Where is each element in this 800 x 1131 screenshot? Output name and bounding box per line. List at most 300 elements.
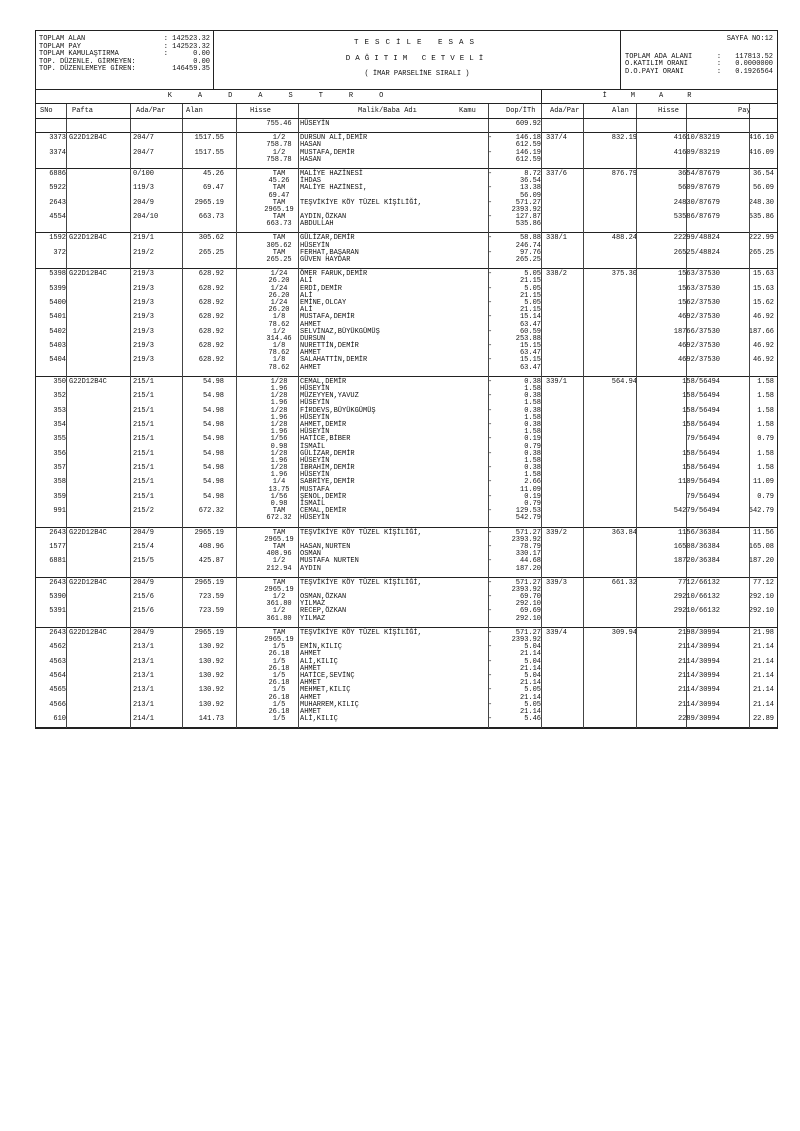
table-row <box>36 608 777 615</box>
cell-malik: AHMET <box>300 693 322 702</box>
totals-block <box>36 31 214 89</box>
cell-dop: 2.66 <box>524 478 541 487</box>
cell-malik: HÜSEYİN <box>300 456 330 465</box>
cell-dop: 8.72 <box>524 169 541 178</box>
column-divider <box>636 119 637 728</box>
total-label: TOPLAM ALAN <box>39 35 86 43</box>
ratio-label: D.O.PAYI ORANI <box>625 67 684 76</box>
section-kadastro: KADASTRO <box>36 90 542 103</box>
cell-dop: 292.10 <box>515 600 541 609</box>
cell-malik: MÜZEYYEN,YAVUZ <box>300 392 359 401</box>
cell-dop: 0.38 <box>524 377 541 386</box>
cell-dop: 21.14 <box>519 650 541 659</box>
cell-hisse: 1/2 <box>272 593 286 602</box>
cell-sno: 354 <box>53 420 66 429</box>
cell-ihisse: 16508/36384 <box>673 542 720 551</box>
table-row <box>36 314 777 321</box>
cell-kamu: - <box>488 169 493 178</box>
cell-dop: 5.46 <box>524 715 541 724</box>
cell-kamu: - <box>488 342 493 351</box>
cell-dop: 2393.92 <box>511 636 541 644</box>
cell-ihisse: 26525/48824 <box>673 248 720 257</box>
table-row <box>36 393 777 400</box>
cell-dop: 5.05 <box>524 298 541 307</box>
cell-dop: 265.25 <box>515 256 541 264</box>
column-divider <box>636 104 637 118</box>
cell-dop: 1.58 <box>524 471 541 480</box>
cell-ada: 219/3 <box>133 327 155 336</box>
cell-ada: 215/1 <box>133 435 155 444</box>
cell-malik: MUSTAFA,DEMİR <box>300 148 355 157</box>
cell-kamu: - <box>488 377 493 386</box>
table-row <box>36 250 777 257</box>
cell-ihisse: 54279/56494 <box>673 507 720 516</box>
cell-ada: 213/1 <box>133 657 155 666</box>
cell-malik: AHMET <box>300 650 322 659</box>
cell-sno: 353 <box>53 406 66 415</box>
cell-alan: 628.92 <box>198 342 224 351</box>
cell-dop: 571.27 <box>515 578 541 587</box>
cell-kamu: - <box>488 392 493 401</box>
table-row <box>36 673 777 680</box>
cell-dop: 612.59 <box>515 155 541 164</box>
column-divider <box>298 104 299 118</box>
column-divider <box>488 104 489 118</box>
cell-iada: 338/1 <box>546 234 568 243</box>
column-divider <box>298 119 299 728</box>
cell-fay: 21.14 <box>752 686 774 695</box>
table-row <box>36 357 777 364</box>
cell-alan: 130.92 <box>198 671 224 680</box>
cell-alan: 723.59 <box>198 593 224 602</box>
cell-ihisse: 1563/37530 <box>677 284 720 293</box>
cell-hisse: 1/2 <box>272 148 286 157</box>
cell-kamu: - <box>488 478 493 487</box>
cell-sno: 356 <box>53 449 66 458</box>
cell-dop: 0.38 <box>524 420 541 429</box>
cell-ialan: 661.32 <box>611 578 637 587</box>
cell-hisse: TAM <box>272 628 286 637</box>
ratio-value: 117813.52 <box>735 52 773 61</box>
cell-dop: 0.38 <box>524 464 541 473</box>
cell-kamu: - <box>488 715 493 724</box>
total-value: : 0.00 <box>163 50 210 59</box>
cell-iada: 339/3 <box>546 578 568 587</box>
column-divider <box>66 119 67 728</box>
cell-fay: 1.58 <box>757 377 774 386</box>
cell-ada: 219/3 <box>133 342 155 351</box>
cell-ada: 204/9 <box>133 578 155 587</box>
cell-dop: 5.05 <box>524 270 541 279</box>
cell-malik: AHMET <box>300 363 322 372</box>
cell-ada: 215/1 <box>133 392 155 401</box>
cell-sno: 372 <box>53 248 66 257</box>
cell-dop: 2393.92 <box>511 535 541 544</box>
cell-hisse: 1/2 <box>272 134 286 143</box>
column-divider <box>541 104 542 118</box>
cell-hisse: 1/24 <box>270 284 288 293</box>
cell-sno: 4562 <box>49 643 66 652</box>
cell-alan: 54.98 <box>202 435 224 444</box>
section-imar: İMAR <box>602 92 716 100</box>
cell-alan: 2965.19 <box>194 628 224 637</box>
cell-ada: 204/9 <box>133 198 155 207</box>
cell-dop: 78.79 <box>519 542 541 551</box>
table-row <box>36 702 777 709</box>
cell-hisse: 1/24 <box>270 270 288 279</box>
column-divider <box>182 119 183 728</box>
cell-ihisse: 41609/83219 <box>673 148 720 157</box>
cell-dop: 612.59 <box>515 141 541 150</box>
cell-ada: 215/2 <box>133 507 155 516</box>
cell-hisse: 0.98 <box>270 500 288 508</box>
cell-hisse: 361.80 <box>266 600 292 609</box>
column-divider <box>130 104 131 118</box>
table-row <box>36 566 777 573</box>
total-label: TOP. DÜZENLEMEYE GİREN: <box>39 65 136 74</box>
cell-malik: ALİ,KILIÇ <box>300 657 338 666</box>
cell-ihisse: 5609/87679 <box>677 184 720 193</box>
cell-malik: GÜLİZAR,DEMİR <box>300 449 355 458</box>
table-row <box>36 200 777 207</box>
cell-dop: 44.68 <box>519 557 541 566</box>
cell-hisse: 1.96 <box>270 399 288 408</box>
cell-malik: AHMET,DEMİR <box>300 420 347 429</box>
cell-kamu: - <box>488 298 493 307</box>
cell-sno: 5401 <box>49 313 66 322</box>
cell-hisse: 758.78 <box>266 155 292 164</box>
cell-malik: HÜSEYİN <box>300 399 330 408</box>
cell-fay: 21.98 <box>752 628 774 637</box>
cell-hisse: 2965.19 <box>264 585 294 594</box>
cell-ihisse: 1109/56494 <box>677 478 720 487</box>
cell-ada: 0/100 <box>133 169 155 178</box>
cell-kamu: - <box>488 356 493 365</box>
cell-fay: 1.58 <box>757 449 774 458</box>
cell-hisse: 0.98 <box>270 442 288 451</box>
cell-dop: 21.14 <box>519 693 541 702</box>
cell-ialan: 375.30 <box>611 270 637 279</box>
cell-malik: HÜSEYİN <box>300 471 330 480</box>
table-row <box>36 157 777 164</box>
total-value: 146459.35 <box>172 65 210 74</box>
cell-ialan: 309.94 <box>611 628 637 637</box>
cell-dop: 63.47 <box>519 363 541 372</box>
cell-dop: 2393.92 <box>511 205 541 214</box>
cell-malik: SELVİNAZ,BÜYÜKGÜMÜŞ <box>300 327 380 336</box>
cell-hisse: 1/28 <box>270 406 288 415</box>
cell-iada: 339/4 <box>546 628 568 637</box>
cell-ihisse: 2114/30994 <box>677 700 720 709</box>
column-divider <box>66 104 67 118</box>
cell-kamu: - <box>488 284 493 293</box>
cell-alan: 305.62 <box>198 234 224 243</box>
cell-malik: AHMET <box>300 320 322 329</box>
cell-ihisse: 18766/37530 <box>673 327 720 336</box>
cell-malik: OSMAN <box>300 550 322 559</box>
cell-ada: 213/1 <box>133 686 155 695</box>
cell-fay: 15.62 <box>752 298 774 307</box>
table-row <box>36 630 777 637</box>
cell-pafta: G22D12B4C <box>69 578 107 587</box>
table-row <box>36 422 777 429</box>
cell-malik: AHMET <box>300 664 322 673</box>
cell-sno: 358 <box>53 478 66 487</box>
cell-sno: 6886 <box>49 169 66 178</box>
cell-sno: 2643 <box>49 198 66 207</box>
cell-malik: ALİ <box>300 277 313 286</box>
cell-alan: 1517.55 <box>194 148 224 157</box>
cell-hisse: 1/28 <box>270 392 288 401</box>
cell-alan: 54.98 <box>202 420 224 429</box>
cell-fay: 535.86 <box>748 213 774 222</box>
cell-ada: 219/1 <box>133 234 155 243</box>
cell-dop: 69.70 <box>519 593 541 602</box>
cell-fay: 77.12 <box>752 578 774 587</box>
column-divider <box>583 104 584 118</box>
table-row <box>36 214 777 221</box>
cell-kamu: - <box>488 528 493 537</box>
cell-sno: 3374 <box>49 148 66 157</box>
distribution-table <box>35 119 778 729</box>
cell-dop: 21.15 <box>519 291 541 300</box>
section-header <box>35 90 778 104</box>
cell-ada: 215/1 <box>133 377 155 386</box>
cell-sno: 5922 <box>49 184 66 193</box>
cell-sno: 5398 <box>49 270 66 279</box>
table-row <box>36 329 777 336</box>
cell-malik: HASAN <box>300 141 322 150</box>
cell-malik: EMİN,KILIÇ <box>300 643 343 652</box>
cell-dop: 63.47 <box>519 320 541 329</box>
cell-kamu: - <box>488 198 493 207</box>
cell-hisse: 1/28 <box>270 464 288 473</box>
cell-malik: HÜSEYİN <box>300 514 330 523</box>
total-label: TOPLAM KAMULAŞTIRMA <box>39 50 119 59</box>
cell-dop: 1.58 <box>524 456 541 465</box>
cell-dop: 246.74 <box>515 241 541 250</box>
cell-hisse: 314.46 <box>266 334 292 343</box>
cell-iada: 339/1 <box>546 377 568 386</box>
cell-hisse: 1/28 <box>270 377 288 386</box>
table-row <box>36 221 777 228</box>
total-label: TOP. DÜZENLE. GİRMEYEN: <box>39 57 136 66</box>
cell-pafta: G22D12B4C <box>69 628 107 637</box>
cell-hisse: 361.80 <box>266 614 292 623</box>
cell-malik: EMİNE,OLCAY <box>300 298 347 307</box>
cell-hisse: 1.96 <box>270 428 288 437</box>
cell-hisse: 78.62 <box>268 363 290 372</box>
cell-fay: 187.20 <box>748 557 774 566</box>
cell-fay: 0.79 <box>757 435 774 444</box>
cell-kamu: - <box>488 507 493 516</box>
col-ada: Ada/Par <box>136 107 166 115</box>
cell-kamu: - <box>488 420 493 429</box>
cell-malik: HÜSEYİN <box>300 428 330 437</box>
total-value: : 142523.32 <box>163 35 210 43</box>
parcel-group <box>36 233 777 269</box>
cell-alan: 1517.55 <box>194 134 224 143</box>
cell-hisse: 1/56 <box>270 435 288 444</box>
cell-ihisse: 79/56494 <box>686 435 720 444</box>
cell-malik: HÜSEYİN <box>300 120 330 128</box>
cell-malik: YILMAZ <box>300 614 326 623</box>
cell-alan: 628.92 <box>198 356 224 365</box>
cell-sno: 5403 <box>49 342 66 351</box>
col-sno: SNo <box>40 107 53 115</box>
cell-hisse: 1.96 <box>270 385 288 393</box>
cell-fay: 1.58 <box>757 464 774 473</box>
cell-hisse: 758.78 <box>266 141 292 150</box>
column-divider <box>236 104 237 118</box>
cell-fay: 46.92 <box>752 313 774 322</box>
cell-ihisse: 2114/30994 <box>677 686 720 695</box>
cell-sno: 1592 <box>49 234 66 243</box>
cell-ihisse: 2114/30994 <box>677 643 720 652</box>
cell-malik: ÖMER FARUK,DEMİR <box>300 270 368 279</box>
cell-dop: 5.05 <box>524 700 541 709</box>
cell-fay: 21.14 <box>752 643 774 652</box>
cell-dop: 21.15 <box>519 277 541 286</box>
cell-kamu: - <box>488 148 493 157</box>
cell-kamu: - <box>488 542 493 551</box>
cell-ada: 213/1 <box>133 700 155 709</box>
table-row <box>36 436 777 443</box>
table-row <box>36 271 777 278</box>
cell-iada: 337/4 <box>546 134 568 143</box>
cell-hisse: 1/2 <box>272 327 286 336</box>
cell-dop: 1.58 <box>524 413 541 422</box>
cell-malik: AYDIN <box>300 564 322 573</box>
ratio-colon: : <box>716 67 722 76</box>
cell-sno: 2643 <box>49 528 66 537</box>
cell-hisse: 1/5 <box>272 643 286 652</box>
cell-malik: TEŞVİKİYE KÖY TÜZEL KİŞİLİĞİ, <box>300 628 422 637</box>
cell-malik: MUSTAFA NURTEN <box>300 557 359 566</box>
cell-sno: 357 <box>53 464 66 473</box>
cell-hisse: 69.47 <box>268 191 290 200</box>
title-note: ( İMAR PARSELİNE SIRALI ) <box>364 70 470 78</box>
cell-alan: 425.87 <box>198 557 224 566</box>
cell-ialan: 363.84 <box>611 528 637 537</box>
parcel-group <box>36 377 777 528</box>
cell-malik: TEŞVİKİYE KÖY TÜZEL KİŞİLİĞİ, <box>300 528 422 537</box>
cell-hisse: 2965.19 <box>264 535 294 544</box>
cell-iada: 337/6 <box>546 169 568 178</box>
cell-sno: 1577 <box>49 542 66 551</box>
cell-ada: 215/1 <box>133 406 155 415</box>
parcel-group <box>36 269 777 377</box>
cell-ialan: 832.19 <box>611 134 637 143</box>
cell-dop: 15.15 <box>519 356 541 365</box>
cell-hisse: TAM <box>272 169 286 178</box>
cell-ihisse: 4692/37530 <box>677 356 720 365</box>
cell-dop: 571.27 <box>515 528 541 537</box>
cell-ada: 215/1 <box>133 449 155 458</box>
cell-dop: 69.69 <box>519 607 541 616</box>
cell-kamu: - <box>488 671 493 680</box>
cell-malik: ŞENOL,DEMİR <box>300 492 347 501</box>
cell-kamu: - <box>488 464 493 473</box>
cell-sno: 5390 <box>49 593 66 602</box>
cell-hisse: 1/28 <box>270 449 288 458</box>
cell-dop: 13.38 <box>519 184 541 193</box>
table-row <box>36 379 777 386</box>
cell-dop: 2393.92 <box>511 585 541 594</box>
column-divider <box>686 119 687 728</box>
cell-hisse: 1/2 <box>272 607 286 616</box>
cell-alan: 54.98 <box>202 377 224 386</box>
table-row <box>36 494 777 501</box>
table-row <box>36 644 777 651</box>
cell-malik: FERHAT,BAŞARAN <box>300 248 359 257</box>
cell-ihisse: 18720/36384 <box>673 557 720 566</box>
cell-malik: İHDAS <box>300 177 322 186</box>
cell-ada: 215/6 <box>133 593 155 602</box>
cell-ihisse: 158/56494 <box>682 392 720 401</box>
cell-fay: 165.08 <box>748 542 774 551</box>
cell-kamu: - <box>488 643 493 652</box>
column-divider <box>488 119 489 728</box>
cell-pafta: G22D12B4C <box>69 270 107 279</box>
cell-hisse: 2965.19 <box>264 205 294 214</box>
cell-malik: AHMET <box>300 679 322 688</box>
document-header <box>35 30 778 90</box>
cell-dop: 21.14 <box>519 679 541 688</box>
cell-malik: MEHMET,KILIÇ <box>300 686 351 695</box>
title-block <box>214 31 621 89</box>
cell-fay: 542.79 <box>748 507 774 516</box>
cell-hisse: 755.46 <box>266 120 292 128</box>
cell-kamu: - <box>488 248 493 257</box>
cell-pafta: G22D12B4C <box>69 234 107 243</box>
col-pafta: Pafta <box>72 107 94 115</box>
title-sub: DAĞITIM CETVELİ <box>345 55 489 63</box>
column-divider <box>182 104 183 118</box>
cell-ada: 119/3 <box>133 184 155 193</box>
cell-alan: 130.92 <box>198 643 224 652</box>
table-row <box>36 408 777 415</box>
cell-hisse: 13.75 <box>268 485 290 494</box>
col-malik: Malik/Baba Adı <box>358 107 417 115</box>
cell-dop: 330.17 <box>515 550 541 559</box>
column-divider <box>541 119 542 728</box>
cell-dop: 146.19 <box>515 148 541 157</box>
col-alan: Alan <box>186 107 203 115</box>
total-value: : 142523.32 <box>163 42 210 51</box>
cell-malik: HASAN <box>300 155 322 164</box>
cell-alan: 628.92 <box>198 284 224 293</box>
cell-fay: 21.14 <box>752 671 774 680</box>
table-row <box>36 544 777 551</box>
cell-dop: 187.20 <box>515 564 541 573</box>
cell-malik: OSMAN,ÖZKAN <box>300 593 347 602</box>
cell-fay: 265.25 <box>748 248 774 257</box>
cell-alan: 54.98 <box>202 392 224 401</box>
cell-sno: 355 <box>53 435 66 444</box>
cell-dop: 571.27 <box>515 198 541 207</box>
column-header <box>35 104 778 119</box>
cell-hisse: 1/8 <box>272 313 286 322</box>
document-page <box>35 30 778 729</box>
table-row <box>36 257 777 264</box>
cell-malik: HATİCE,SEVİNÇ <box>300 671 355 680</box>
page-number: SAYFA NO:12 <box>726 35 773 43</box>
cell-hisse: 26.20 <box>268 291 290 300</box>
cell-hisse: 1/4 <box>272 478 286 487</box>
table-row <box>36 659 777 666</box>
cell-kamu: - <box>488 593 493 602</box>
